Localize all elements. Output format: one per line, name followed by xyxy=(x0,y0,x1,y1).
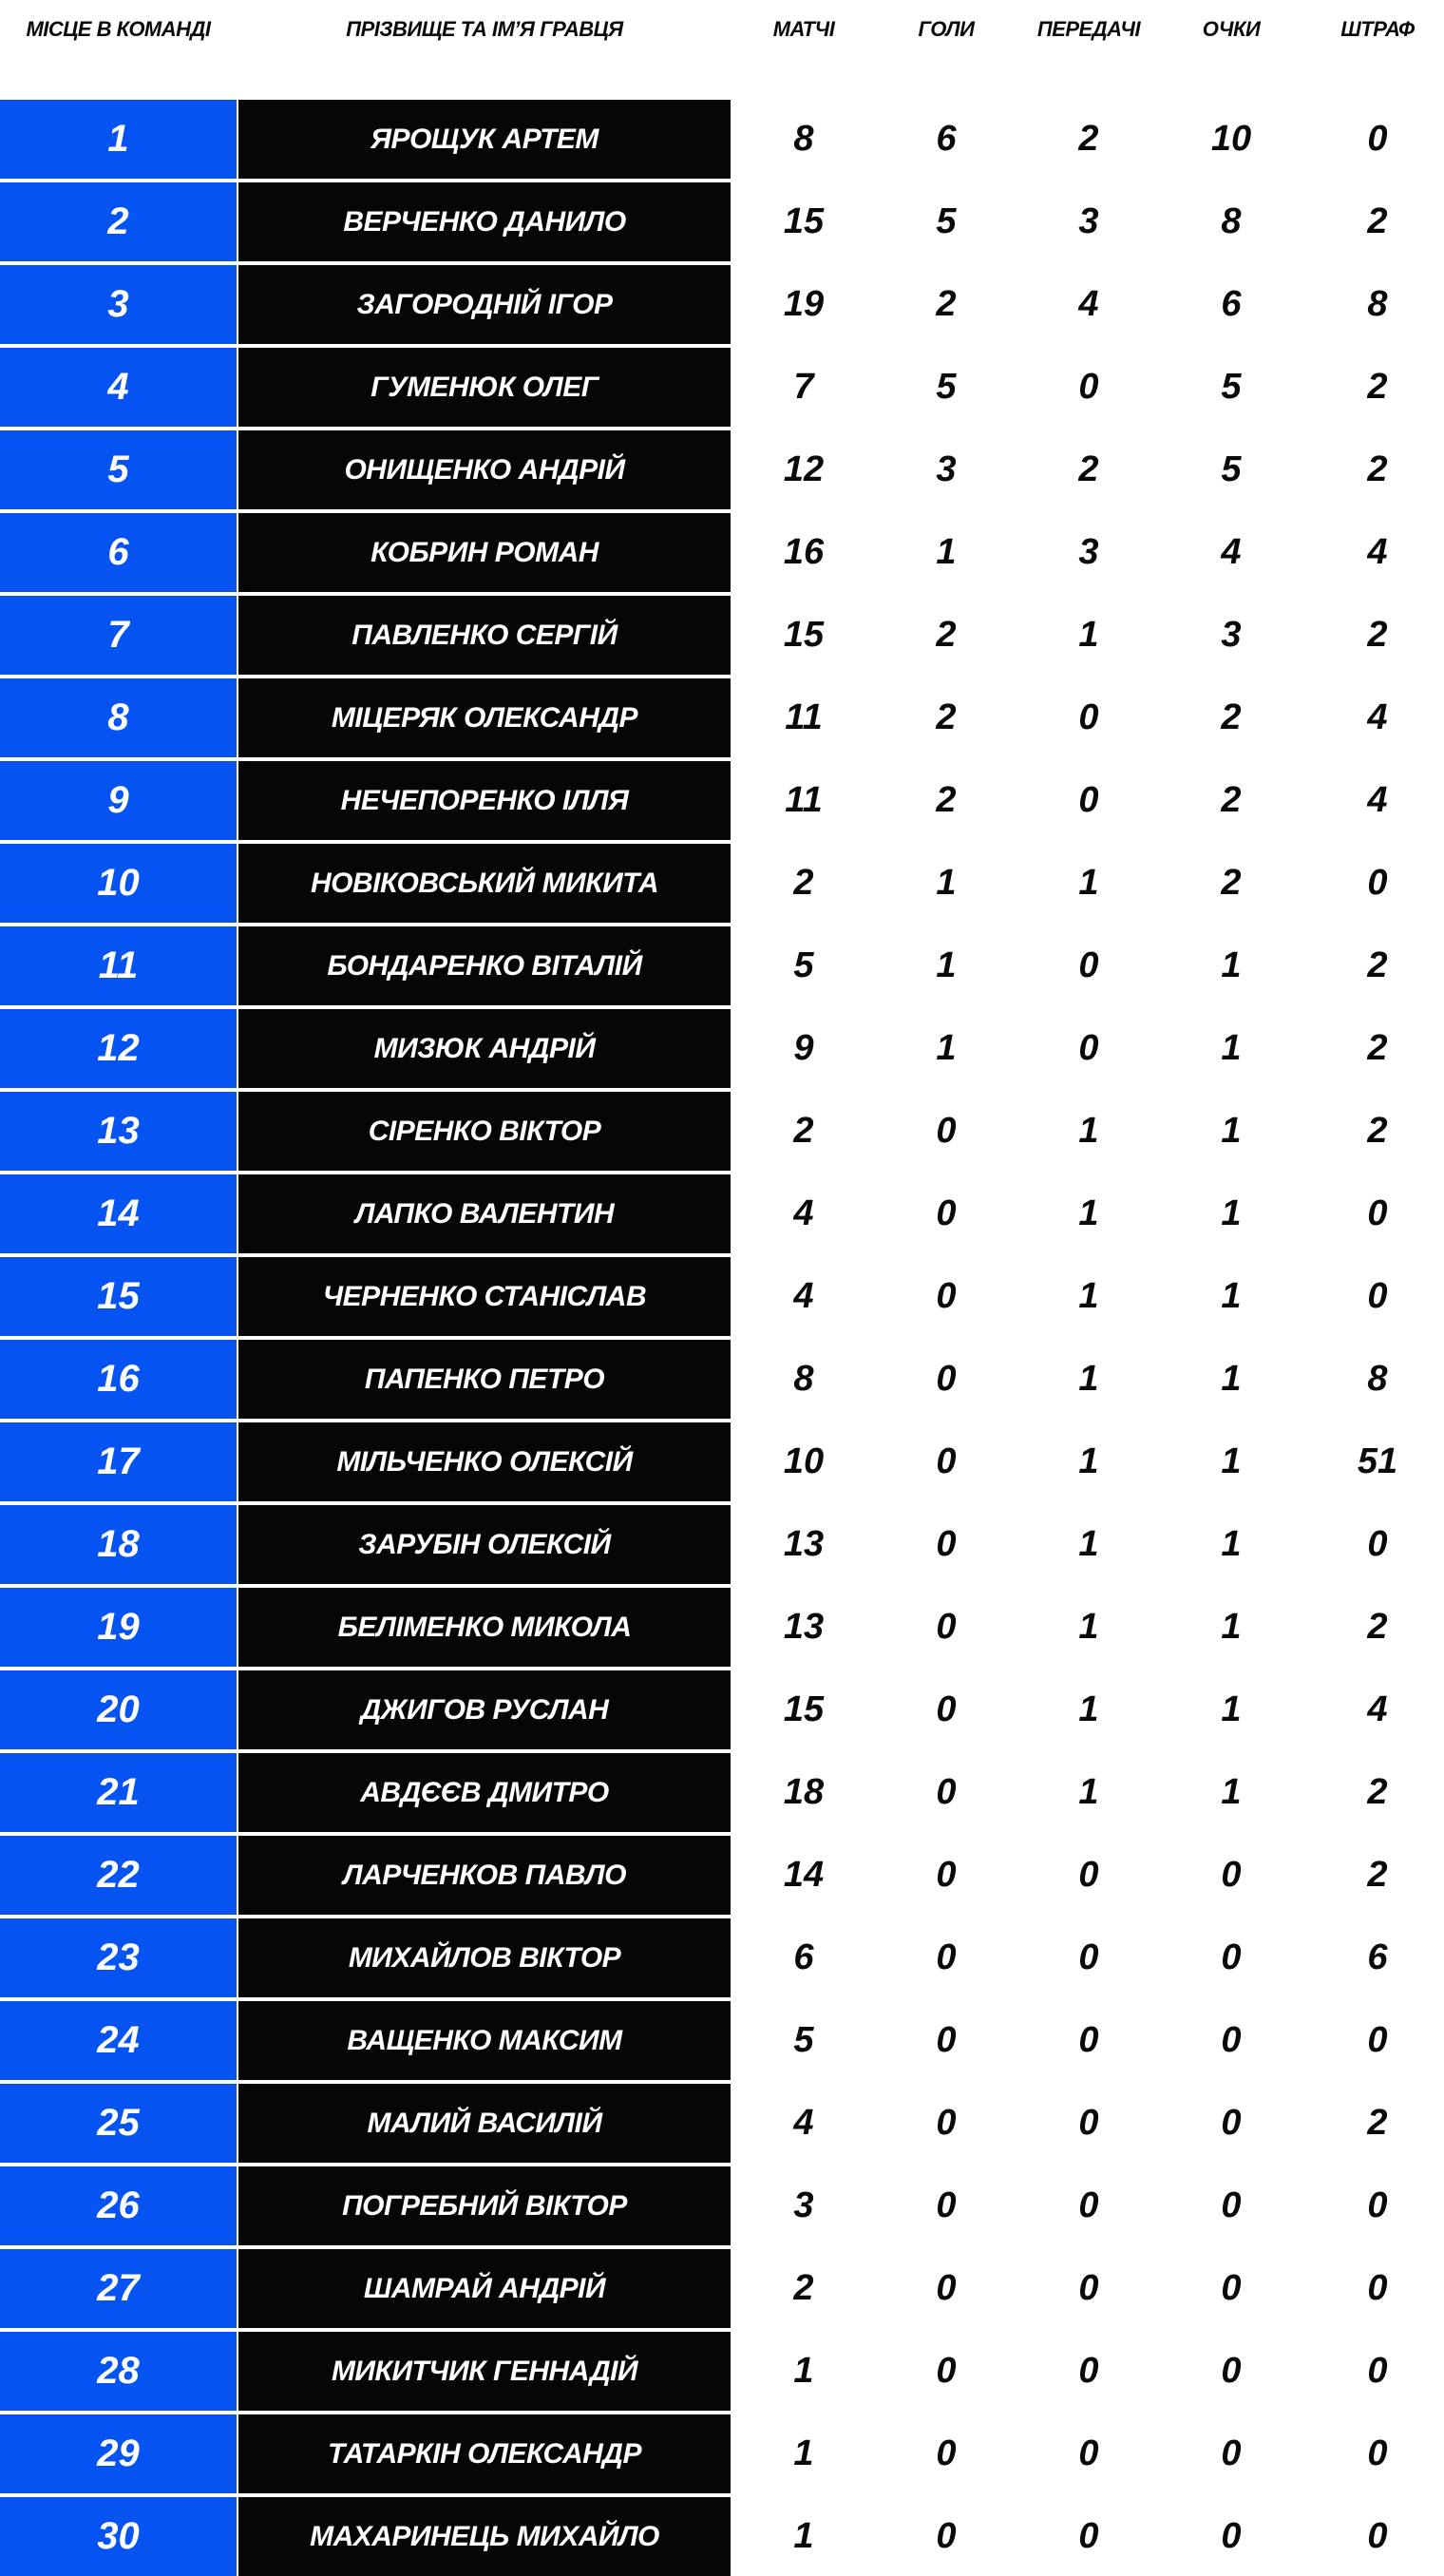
rank-cell: 7 xyxy=(0,596,237,675)
rank-cell: 16 xyxy=(0,1340,237,1419)
penalty-cell: 51 xyxy=(1357,1441,1398,1481)
assists-cell: 1 xyxy=(1078,615,1099,655)
player-name-cell: ЧЕРНЕНКО СТАНІСЛАВ xyxy=(238,1257,731,1336)
matches-cell: 6 xyxy=(793,1937,814,1977)
points-cell: 2 xyxy=(1221,863,1242,903)
assists-cell: 4 xyxy=(1078,284,1099,324)
matches-cell: 10 xyxy=(783,1441,825,1481)
player-name-cell: МІЦЕРЯК ОЛЕКСАНДР xyxy=(238,678,731,757)
points-cell: 2 xyxy=(1221,780,1242,820)
table-header xyxy=(0,0,1444,61)
penalty-cell: 4 xyxy=(1367,780,1388,820)
player-name-cell: ЗАРУБІН ОЛЕКСІЙ xyxy=(238,1505,731,1584)
matches-cell: 12 xyxy=(783,449,825,489)
goals-cell: 0 xyxy=(936,2103,957,2143)
player-name-cell: МИКИТЧИК ГЕННАДІЙ xyxy=(238,2332,731,2411)
table-row xyxy=(0,1092,1444,1171)
header-penalty: ШТРАФ xyxy=(1340,17,1415,41)
assists-cell: 1 xyxy=(1078,863,1099,903)
goals-cell: 0 xyxy=(936,1772,957,1812)
goals-cell: 1 xyxy=(936,532,957,572)
rank-cell: 29 xyxy=(0,2414,237,2493)
goals-cell: 0 xyxy=(936,1441,957,1481)
points-cell: 2 xyxy=(1221,697,1242,737)
assists-cell: 2 xyxy=(1078,449,1099,489)
rank-cell: 20 xyxy=(0,1670,237,1749)
assists-cell: 0 xyxy=(1078,2433,1099,2473)
penalty-cell: 2 xyxy=(1367,201,1388,241)
rank-cell: 23 xyxy=(0,1918,237,1997)
player-name-cell: МИХАЙЛОВ ВІКТОР xyxy=(238,1918,731,1997)
goals-cell: 6 xyxy=(936,119,957,159)
goals-cell: 1 xyxy=(936,1028,957,1068)
player-name-cell: ДЖИГОВ РУСЛАН xyxy=(238,1670,731,1749)
table-row xyxy=(0,348,1444,427)
table-row xyxy=(0,2497,1444,2576)
table-row xyxy=(0,926,1444,1005)
points-cell: 0 xyxy=(1221,2516,1242,2556)
penalty-cell: 2 xyxy=(1367,945,1388,985)
rank-cell: 10 xyxy=(0,844,237,923)
assists-cell: 0 xyxy=(1078,1855,1099,1895)
points-cell: 0 xyxy=(1221,1937,1242,1977)
goals-cell: 1 xyxy=(936,945,957,985)
table-row xyxy=(0,2166,1444,2245)
rank-cell: 3 xyxy=(0,265,237,344)
matches-cell: 15 xyxy=(783,1689,825,1729)
rank-cell: 26 xyxy=(0,2166,237,2245)
points-cell: 1 xyxy=(1221,1441,1242,1481)
goals-cell: 0 xyxy=(936,2351,957,2391)
assists-cell: 1 xyxy=(1078,1607,1099,1647)
penalty-cell: 2 xyxy=(1367,2103,1388,2143)
penalty-cell: 8 xyxy=(1367,284,1388,324)
assists-cell: 1 xyxy=(1078,1276,1099,1316)
points-cell: 8 xyxy=(1221,201,1242,241)
goals-cell: 1 xyxy=(936,863,957,903)
player-name-cell: ВЕРЧЕНКО ДАНИЛО xyxy=(238,182,731,261)
assists-cell: 0 xyxy=(1078,2185,1099,2225)
points-cell: 0 xyxy=(1221,1855,1242,1895)
penalty-cell: 0 xyxy=(1367,2433,1388,2473)
player-name-cell: МИЗЮК АНДРІЙ xyxy=(238,1009,731,1088)
penalty-cell: 0 xyxy=(1367,119,1388,159)
matches-cell: 2 xyxy=(793,1111,814,1151)
assists-cell: 1 xyxy=(1078,1441,1099,1481)
goals-cell: 0 xyxy=(936,2020,957,2060)
matches-cell: 13 xyxy=(783,1524,825,1564)
player-name-cell: БЕЛІМЕНКО МИКОЛА xyxy=(238,1588,731,1667)
points-cell: 0 xyxy=(1221,2351,1242,2391)
penalty-cell: 4 xyxy=(1367,697,1388,737)
header-name: ПРІЗВИЩЕ ТА ІМ’Я ГРАВЦЯ xyxy=(346,17,623,41)
table-row xyxy=(0,1505,1444,1584)
penalty-cell: 0 xyxy=(1367,1193,1388,1233)
player-name-cell: ВАЩЕНКО МАКСИМ xyxy=(238,2001,731,2080)
points-cell: 10 xyxy=(1210,119,1252,159)
matches-cell: 5 xyxy=(793,2020,814,2060)
table-row xyxy=(0,1174,1444,1253)
assists-cell: 3 xyxy=(1078,532,1099,572)
penalty-cell: 2 xyxy=(1367,449,1388,489)
points-cell: 1 xyxy=(1221,1193,1242,1233)
assists-cell: 1 xyxy=(1078,1111,1099,1151)
rank-cell: 30 xyxy=(0,2497,237,2576)
rank-cell: 27 xyxy=(0,2249,237,2328)
matches-cell: 9 xyxy=(793,1028,814,1068)
matches-cell: 4 xyxy=(793,1193,814,1233)
rank-cell: 15 xyxy=(0,1257,237,1336)
table-row xyxy=(0,844,1444,923)
matches-cell: 1 xyxy=(793,2433,814,2473)
penalty-cell: 0 xyxy=(1367,2185,1388,2225)
goals-cell: 0 xyxy=(936,2516,957,2556)
table-row xyxy=(0,1753,1444,1832)
penalty-cell: 2 xyxy=(1367,1111,1388,1151)
table-row xyxy=(0,1422,1444,1501)
player-name-cell: ГУМЕНЮК ОЛЕГ xyxy=(238,348,731,427)
points-cell: 0 xyxy=(1221,2185,1242,2225)
assists-cell: 0 xyxy=(1078,2103,1099,2143)
player-name-cell: ШАМРАЙ АНДРІЙ xyxy=(238,2249,731,2328)
assists-cell: 0 xyxy=(1078,2268,1099,2308)
table-row xyxy=(0,265,1444,344)
points-cell: 5 xyxy=(1221,367,1242,407)
penalty-cell: 4 xyxy=(1367,1689,1388,1729)
matches-cell: 7 xyxy=(793,367,814,407)
penalty-cell: 2 xyxy=(1367,1855,1388,1895)
table-row xyxy=(0,1009,1444,1088)
matches-cell: 19 xyxy=(783,284,825,324)
points-cell: 1 xyxy=(1221,1028,1242,1068)
goals-cell: 0 xyxy=(936,1937,957,1977)
player-name-cell: ЗАГОРОДНІЙ ІГОР xyxy=(238,265,731,344)
table-row xyxy=(0,2332,1444,2411)
penalty-cell: 0 xyxy=(1367,2020,1388,2060)
points-cell: 4 xyxy=(1221,532,1242,572)
rank-cell: 19 xyxy=(0,1588,237,1667)
points-cell: 1 xyxy=(1221,1689,1242,1729)
assists-cell: 0 xyxy=(1078,2351,1099,2391)
goals-cell: 0 xyxy=(936,1524,957,1564)
penalty-cell: 0 xyxy=(1367,2516,1388,2556)
table-row xyxy=(0,2414,1444,2493)
rank-cell: 25 xyxy=(0,2084,237,2163)
header-assists: ПЕРЕДАЧІ xyxy=(1036,17,1141,41)
table-row xyxy=(0,1836,1444,1915)
points-cell: 1 xyxy=(1221,945,1242,985)
penalty-cell: 0 xyxy=(1367,2268,1388,2308)
table-row xyxy=(0,1588,1444,1667)
penalty-cell: 2 xyxy=(1367,615,1388,655)
points-cell: 6 xyxy=(1221,284,1242,324)
assists-cell: 0 xyxy=(1078,367,1099,407)
matches-cell: 15 xyxy=(783,201,825,241)
penalty-cell: 0 xyxy=(1367,1276,1388,1316)
goals-cell: 5 xyxy=(936,367,957,407)
matches-cell: 2 xyxy=(793,863,814,903)
table-row xyxy=(0,1340,1444,1419)
player-name-cell: ЛАПКО ВАЛЕНТИН xyxy=(238,1174,731,1253)
table-row xyxy=(0,182,1444,261)
rank-cell: 17 xyxy=(0,1422,237,1501)
goals-cell: 2 xyxy=(936,780,957,820)
matches-cell: 8 xyxy=(793,119,814,159)
player-name-cell: НЕЧЕПОРЕНКО ІЛЛЯ xyxy=(238,761,731,840)
matches-cell: 2 xyxy=(793,2268,814,2308)
goals-cell: 0 xyxy=(936,1111,957,1151)
assists-cell: 0 xyxy=(1078,1028,1099,1068)
table-row xyxy=(0,100,1444,179)
player-name-cell: ЛАРЧЕНКОВ ПАВЛО xyxy=(238,1836,731,1915)
rank-cell: 1 xyxy=(0,100,237,179)
table-row xyxy=(0,678,1444,757)
penalty-cell: 2 xyxy=(1367,1028,1388,1068)
assists-cell: 0 xyxy=(1078,945,1099,985)
assists-cell: 2 xyxy=(1078,119,1099,159)
points-cell: 1 xyxy=(1221,1524,1242,1564)
goals-cell: 0 xyxy=(936,1607,957,1647)
rank-cell: 4 xyxy=(0,348,237,427)
goals-cell: 3 xyxy=(936,449,957,489)
matches-cell: 8 xyxy=(793,1359,814,1399)
matches-cell: 1 xyxy=(793,2351,814,2391)
goals-cell: 0 xyxy=(936,1276,957,1316)
matches-cell: 11 xyxy=(785,697,823,737)
rank-cell: 11 xyxy=(0,926,237,1005)
table-row xyxy=(0,430,1444,509)
points-cell: 0 xyxy=(1221,2268,1242,2308)
header-goals: ГОЛИ xyxy=(918,17,975,41)
header-points: ОЧКИ xyxy=(1202,17,1261,41)
rank-cell: 21 xyxy=(0,1753,237,1832)
matches-cell: 18 xyxy=(783,1772,825,1812)
penalty-cell: 2 xyxy=(1367,367,1388,407)
goals-cell: 0 xyxy=(936,1855,957,1895)
penalty-cell: 0 xyxy=(1367,863,1388,903)
rank-cell: 13 xyxy=(0,1092,237,1171)
points-cell: 0 xyxy=(1221,2103,1242,2143)
matches-cell: 3 xyxy=(793,2185,814,2225)
player-name-cell: МАХАРИНЕЦЬ МИХАЙЛО xyxy=(238,2497,731,2576)
goals-cell: 2 xyxy=(936,284,957,324)
rank-cell: 6 xyxy=(0,513,237,592)
goals-cell: 0 xyxy=(936,2433,957,2473)
header-matches: МАТЧІ xyxy=(772,17,835,41)
rank-cell: 12 xyxy=(0,1009,237,1088)
player-name-cell: НОВІКОВСЬКИЙ МИКИТА xyxy=(238,844,731,923)
rank-cell: 18 xyxy=(0,1505,237,1584)
assists-cell: 3 xyxy=(1078,201,1099,241)
points-cell: 1 xyxy=(1221,1111,1242,1151)
table-row xyxy=(0,1257,1444,1336)
matches-cell: 4 xyxy=(793,2103,814,2143)
points-cell: 0 xyxy=(1221,2433,1242,2473)
goals-cell: 2 xyxy=(936,697,957,737)
goals-cell: 0 xyxy=(936,2185,957,2225)
rank-cell: 2 xyxy=(0,182,237,261)
matches-cell: 16 xyxy=(783,532,825,572)
assists-cell: 0 xyxy=(1078,2020,1099,2060)
matches-cell: 13 xyxy=(783,1607,825,1647)
points-cell: 1 xyxy=(1221,1607,1242,1647)
goals-cell: 0 xyxy=(936,1689,957,1729)
rank-cell: 14 xyxy=(0,1174,237,1253)
penalty-cell: 6 xyxy=(1367,1937,1388,1977)
table-row xyxy=(0,1670,1444,1749)
assists-cell: 0 xyxy=(1078,2516,1099,2556)
penalty-cell: 2 xyxy=(1367,1772,1388,1812)
player-name-cell: МІЛЬЧЕНКО ОЛЕКСІЙ xyxy=(238,1422,731,1501)
points-cell: 1 xyxy=(1221,1276,1242,1316)
goals-cell: 5 xyxy=(936,201,957,241)
table-row xyxy=(0,2001,1444,2080)
assists-cell: 1 xyxy=(1078,1193,1099,1233)
player-name-cell: ПАВЛЕНКО СЕРГІЙ xyxy=(238,596,731,675)
rank-cell: 28 xyxy=(0,2332,237,2411)
goals-cell: 0 xyxy=(936,1193,957,1233)
assists-cell: 1 xyxy=(1078,1359,1099,1399)
player-name-cell: ТАТАРКІН ОЛЕКСАНДР xyxy=(238,2414,731,2493)
rank-cell: 24 xyxy=(0,2001,237,2080)
points-cell: 1 xyxy=(1221,1359,1242,1399)
rank-cell: 5 xyxy=(0,430,237,509)
player-name-cell: ОНИЩЕНКО АНДРІЙ xyxy=(238,430,731,509)
points-cell: 3 xyxy=(1221,615,1242,655)
matches-cell: 15 xyxy=(783,615,825,655)
player-name-cell: ПАПЕНКО ПЕТРО xyxy=(238,1340,731,1419)
penalty-cell: 0 xyxy=(1367,1524,1388,1564)
matches-cell: 5 xyxy=(793,945,814,985)
assists-cell: 1 xyxy=(1078,1689,1099,1729)
table-row xyxy=(0,513,1444,592)
player-name-cell: МАЛИЙ ВАСИЛІЙ xyxy=(238,2084,731,2163)
matches-cell: 14 xyxy=(783,1855,825,1895)
penalty-cell: 2 xyxy=(1367,1607,1388,1647)
rank-cell: 8 xyxy=(0,678,237,757)
goals-cell: 2 xyxy=(936,615,957,655)
assists-cell: 1 xyxy=(1078,1772,1099,1812)
goals-cell: 0 xyxy=(936,2268,957,2308)
header-rank: МІСЦЕ В КОМАНДІ xyxy=(26,17,211,41)
assists-cell: 0 xyxy=(1078,1937,1099,1977)
table-row xyxy=(0,2084,1444,2163)
player-name-cell: БОНДАРЕНКО ВІТАЛІЙ xyxy=(238,926,731,1005)
rank-cell: 9 xyxy=(0,761,237,840)
player-name-cell: СІРЕНКО ВІКТОР xyxy=(238,1092,731,1171)
table-row xyxy=(0,1918,1444,1997)
points-cell: 1 xyxy=(1221,1772,1242,1812)
player-name-cell: АВДЄЄВ ДМИТРО xyxy=(238,1753,731,1832)
penalty-cell: 4 xyxy=(1367,532,1388,572)
penalty-cell: 0 xyxy=(1367,2351,1388,2391)
table-row xyxy=(0,761,1444,840)
assists-cell: 1 xyxy=(1078,1524,1099,1564)
assists-cell: 0 xyxy=(1078,780,1099,820)
player-name-cell: ЯРОЩУК АРТЕМ xyxy=(238,100,731,179)
player-name-cell: КОБРИН РОМАН xyxy=(238,513,731,592)
penalty-cell: 8 xyxy=(1367,1359,1388,1399)
rank-cell: 22 xyxy=(0,1836,237,1915)
player-name-cell: ПОГРЕБНИЙ ВІКТОР xyxy=(238,2166,731,2245)
goals-cell: 0 xyxy=(936,1359,957,1399)
table-row xyxy=(0,2249,1444,2328)
points-cell: 0 xyxy=(1221,2020,1242,2060)
matches-cell: 1 xyxy=(793,2516,814,2556)
assists-cell: 0 xyxy=(1078,697,1099,737)
table-row xyxy=(0,596,1444,675)
matches-cell: 11 xyxy=(785,780,823,820)
matches-cell: 4 xyxy=(793,1276,814,1316)
points-cell: 5 xyxy=(1221,449,1242,489)
